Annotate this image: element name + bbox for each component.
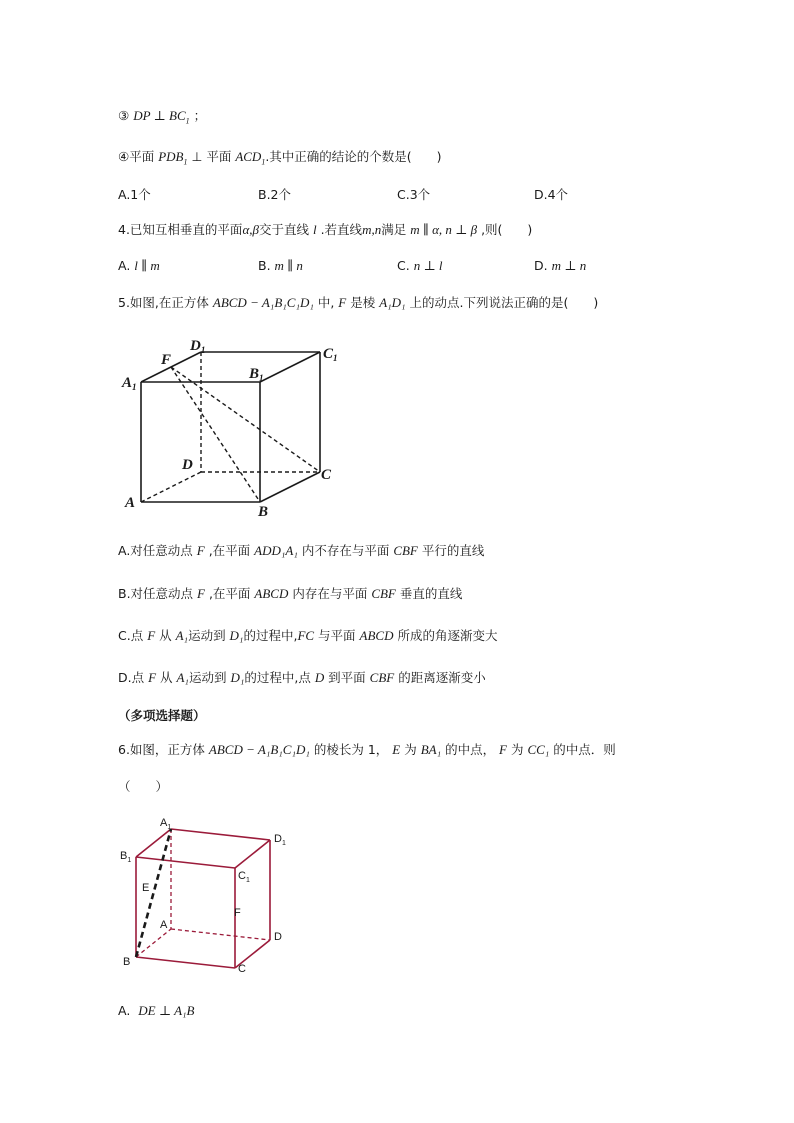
option-c[interactable]: C. n ⊥ l bbox=[397, 258, 443, 273]
item-number: ④ bbox=[118, 149, 130, 164]
math-expr: α,β bbox=[242, 222, 259, 237]
math-expr: DP ⊥ $BC_1$ bbox=[133, 108, 190, 126]
text: 4.已知互相垂直的平面 bbox=[118, 222, 243, 237]
punctuation: ； bbox=[193, 108, 207, 123]
q5-option-a[interactable]: A.对任意动点 F ,在平面 ADD₁A₁ 内不存在与平面 CBF 平行的直线 bbox=[118, 543, 485, 558]
question-6: 6.如图，正方体 ABCD − A₁B₁C₁D₁ 的棱长为 1， E 为 BA₁ 的中点， F 为 CC₁ 的中点．则 bbox=[118, 742, 616, 757]
text: .其中正确的结论的个数是( ) bbox=[265, 149, 442, 164]
math-expr: m,n bbox=[362, 222, 382, 237]
question-5 bbox=[118, 293, 598, 313]
label-a: A bbox=[160, 919, 168, 931]
text: ⊥ 平面 bbox=[187, 149, 236, 164]
statement-3 bbox=[118, 106, 206, 132]
statement-4 bbox=[118, 147, 442, 173]
edge-b1-c1 bbox=[260, 352, 320, 382]
label-a: A bbox=[125, 495, 136, 511]
text: ,则( ) bbox=[477, 222, 533, 237]
question-4 bbox=[118, 220, 532, 240]
option-c[interactable]: C.3个 bbox=[397, 187, 431, 202]
math-expr: m ∥ α, n ⊥ β bbox=[410, 222, 478, 237]
text: 满足 bbox=[381, 222, 411, 237]
item-number: ③ bbox=[118, 108, 130, 123]
q5-option-d[interactable]: D.点 F 从 A₁运动到 D₁的过程中,点 D 到平面 CBF 的距离逐渐变小 bbox=[118, 670, 486, 685]
label-d: D bbox=[182, 457, 193, 473]
label-c: C bbox=[321, 467, 332, 483]
cube-figure-2 bbox=[118, 812, 298, 977]
hidden-edge-a-d bbox=[171, 929, 270, 940]
label-c1: $C_1$ bbox=[238, 870, 250, 884]
question-6-answer-paren: （ ） bbox=[118, 779, 169, 794]
option-d[interactable]: D.4个 bbox=[534, 187, 569, 202]
q5-option-c[interactable]: C.点 F 从 A₁运动到 D₁的过程中,FC 与平面 ABCD 所成的角逐渐变大 bbox=[118, 628, 498, 643]
text: 上的动点.下列说法正确的是( ) bbox=[405, 295, 599, 310]
label-f: F bbox=[234, 907, 241, 919]
label-b: B bbox=[123, 956, 131, 968]
q4-options bbox=[118, 256, 718, 276]
segment-f-b bbox=[171, 367, 260, 502]
edge-b1-a1 bbox=[136, 829, 171, 857]
label-d1: $D_1$ bbox=[274, 833, 286, 847]
edge-b1-c1 bbox=[136, 857, 235, 868]
label-b1: $B_1$ bbox=[249, 366, 264, 383]
math-plane: $ACD_1$ bbox=[235, 149, 266, 167]
label-d1: $D_1$ bbox=[190, 338, 206, 355]
label-c: C bbox=[238, 963, 246, 975]
label-f: F bbox=[161, 352, 172, 368]
text: 中, bbox=[313, 295, 339, 310]
option-d[interactable]: D. m ⊥ n bbox=[534, 258, 587, 273]
text: 交于直线 bbox=[259, 222, 313, 237]
text: 是棱 bbox=[346, 295, 380, 310]
hidden-edge-a-d bbox=[141, 472, 201, 502]
math-point: F bbox=[338, 295, 347, 310]
math-edge: A₁D₁ bbox=[379, 295, 406, 310]
edge-b-c bbox=[260, 472, 320, 502]
q5-option-b[interactable]: B.对任意动点 F ,在平面 ABCD 内存在与平面 CBF 垂直的直线 bbox=[118, 586, 463, 601]
section-heading: （多项选择题） bbox=[118, 708, 206, 723]
label-b1: $B_1$ bbox=[120, 850, 132, 864]
text: 平面 bbox=[129, 149, 155, 164]
label-a1: $A_1$ bbox=[160, 817, 172, 831]
text: .若直线 bbox=[316, 222, 363, 237]
label-e: E bbox=[142, 882, 150, 894]
edge-a1-d1 bbox=[171, 829, 270, 840]
option-b[interactable]: B. m ∥ n bbox=[258, 258, 303, 273]
math-cube: ABCD − A₁B₁C₁D₁ bbox=[212, 295, 314, 310]
q6-option-a[interactable]: A. DE ⊥ A₁B bbox=[118, 1003, 195, 1018]
label-c1: $C_1$ bbox=[323, 346, 338, 363]
option-a[interactable]: A.1个 bbox=[118, 187, 151, 202]
q3-options bbox=[118, 185, 718, 205]
math-expr: l bbox=[312, 222, 317, 237]
option-a[interactable]: A. l ∥ m bbox=[118, 258, 160, 273]
label-d: D bbox=[274, 931, 282, 943]
text: 5.如图,在正方体 bbox=[118, 295, 213, 310]
label-a1: $A_1$ bbox=[122, 375, 137, 392]
edge-b-c bbox=[136, 957, 235, 968]
label-b: B bbox=[258, 504, 269, 520]
option-b[interactable]: B.2个 bbox=[258, 187, 292, 202]
edge-c1-d1 bbox=[235, 840, 270, 868]
cube-figure-1 bbox=[118, 330, 348, 525]
math-plane: $PDB_1$ bbox=[158, 149, 188, 167]
